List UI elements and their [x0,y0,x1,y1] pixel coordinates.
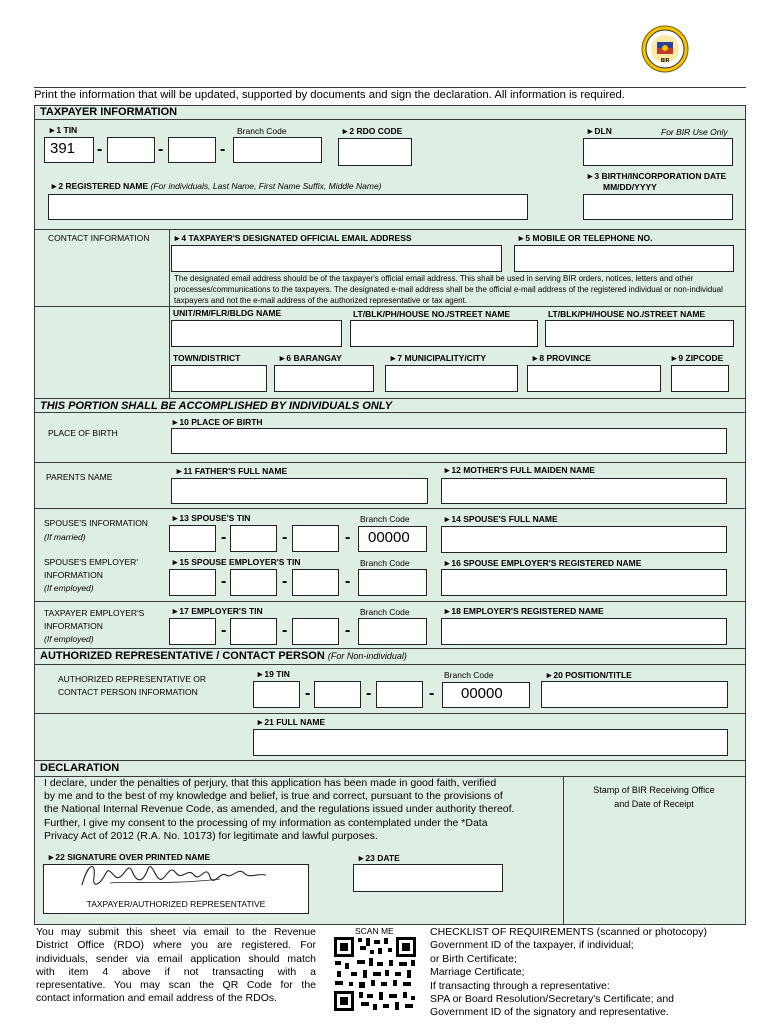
signature-caption: TAXPAYER/AUTHORIZED REPRESENTATIVE [86,899,266,909]
spouse-employer-tin-1-field[interactable] [169,569,216,596]
dash: - [345,622,351,639]
street-field-2[interactable] [545,320,734,347]
street-label-1: LT/BLK/PH/HOUSE NO./STREET NAME [353,309,511,319]
email-note: The designated email address should be of the taxpayer's official email address. This shall be used in serving BIR orders, notices, letters and other processes/communications to the taxpayers. The designated e-mail address shall be the official e-mail address of the registered individual or non-individual taxpayers and not the e-mail address of the authorized representative or tax agent. [174,274,723,305]
spouse-employer-name-label: ►16 SPOUSE EMPLOYER'S REGISTERED NAME [443,558,642,568]
spouse-employer-tin-2-field[interactable] [230,569,277,596]
place-of-birth-field[interactable] [171,428,727,454]
municipality-label: ►7 MUNICIPALITY/CITY [389,353,487,363]
employer-branch-label: Branch Code [360,607,410,617]
submit-line: individuals, sender via email application should match [36,952,316,965]
full-name-label: ►21 FULL NAME [256,717,326,727]
checklist-item: Marriage Certificate; [430,966,525,979]
section-declaration: DECLARATION [40,762,120,774]
svg-text:BIR: BIR [660,58,670,64]
spouse-tin-2-field[interactable] [230,525,277,552]
zipcode-field[interactable] [671,365,729,392]
spouse-employer-side-label: SPOUSE'S EMPLOYER' [44,557,138,567]
dash: - [97,141,103,158]
parents-name-side-label: PARENTS NAME [46,472,113,482]
authorized-side-label: AUTHORIZED REPRESENTATIVE OR [58,674,206,684]
phone-label: ►5 MOBILE OR TELEPHONE NO. [517,233,653,243]
authorized-tin-2-field[interactable] [314,681,361,708]
contact-information-label: CONTACT INFORMATION [48,233,150,243]
employer-note: (If employed) [44,634,94,644]
place-of-birth-side-label: PLACE OF BIRTH [48,428,118,438]
submit-line: contact information and email address of the RDOs. [36,992,278,1005]
town-label: TOWN/DISTRICT [173,353,241,363]
employer-side-label: TAXPAYER EMPLOYER'S [44,608,145,618]
barangay-label: ►6 BARANGAY [278,353,342,363]
phone-field[interactable] [514,245,734,272]
dash: - [221,529,227,546]
registered-name-label: ►2 REGISTERED NAME (For individuals, Last Name, First Name Suffix, Middle Name) [50,181,382,191]
mother-name-field[interactable] [441,478,727,504]
submit-line: You may submit this sheet via email to the Revenue [36,926,316,938]
employer-tin-2-field[interactable] [230,618,277,645]
province-field[interactable] [527,365,661,392]
position-field[interactable] [541,681,728,708]
section-authorized-representative: AUTHORIZED REPRESENTATIVE / CONTACT PERSON (For Non-individual) [40,650,407,662]
submit-line: District Office (RDO) where you are registered. For [36,939,316,952]
dash: - [429,685,435,702]
tin-part-1-field[interactable]: 391 [44,137,94,163]
spouse-employer-name-field[interactable] [441,569,727,596]
dash: - [158,141,164,158]
spouse-employer-branch-label: Branch Code [360,558,410,568]
tin-part-3-field[interactable] [168,137,216,163]
birth-date-label: ►3 BIRTH/INCORPORATION DATE [586,171,727,181]
employer-tin-1-field[interactable] [169,618,216,645]
stamp-label-line-1: Stamp of BIR Receiving Office [593,785,715,795]
tin-part-2-field[interactable] [107,137,155,163]
instruction-text: Print the information that will be updated, supported by documents and sign the declaration. All information is required. [34,89,625,101]
stamp-label [566,783,742,811]
spouse-tin-3-field[interactable] [292,525,339,552]
email-field[interactable] [171,245,502,272]
dln-field[interactable] [583,138,733,166]
checklist-item: SPA or Board Resolution/Secretary's Certificate; and [430,993,675,1006]
spouse-info-note: (If married) [44,532,86,542]
scan-me-label: SCAN ME [355,926,394,936]
checklist-item: Government ID of the taxpayer, if individual; [430,939,634,952]
branch-code-label: Branch Code [237,126,287,136]
employer-tin-label: ►17 EMPLOYER'S TIN [171,606,263,616]
declaration-line: the National Internal Revenue Code, as amended, and the regulations issued under authority thereof. [44,803,515,815]
dash: - [221,573,227,590]
authorized-branch-label: Branch Code [444,670,494,680]
authorized-tin-label: ►19 TIN [256,669,290,679]
father-name-label: ►11 FATHER'S FULL NAME [175,466,288,476]
mother-name-label: ►12 MOTHER'S FULL MAIDEN NAME [443,465,595,475]
spouse-tin-1-field[interactable] [169,525,216,552]
date-label: ►23 DATE [357,853,400,863]
town-field[interactable] [171,365,267,392]
employer-tin-3-field[interactable] [292,618,339,645]
spouse-employer-branch-field[interactable] [358,569,427,596]
position-label: ►20 POSITION/TITLE [545,670,632,680]
spouse-employer-tin-3-field[interactable] [292,569,339,596]
checklist [430,926,707,1020]
dash: - [345,529,351,546]
spouse-branch-field[interactable]: 00000 [358,526,427,552]
bir-use-only-note: For BIR Use Only [661,127,728,137]
dash: - [282,573,288,590]
rdo-qr-code[interactable] [333,936,417,1012]
place-of-birth-label: ►10 PLACE OF BIRTH [171,417,263,427]
spouse-employer-side-label-2: INFORMATION [44,570,103,580]
checklist-title: CHECKLIST OF REQUIREMENTS (scanned or photocopy) [430,926,707,938]
section-individuals-only: THIS PORTION SHALL BE ACCOMPLISHED BY INDIVIDUALS ONLY [40,400,393,412]
spouse-name-label: ►14 SPOUSE'S FULL NAME [443,514,558,524]
signature-label: ►22 SIGNATURE OVER PRINTED NAME [47,852,211,862]
top-rule [34,87,746,88]
stamp-label-line-2: and Date of Receipt [614,799,694,809]
dash: - [305,685,311,702]
spouse-employer-note: (If employed) [44,583,94,593]
dash: - [366,685,372,702]
full-name-field[interactable] [253,729,728,756]
spouse-tin-label: ►13 SPOUSE'S TIN [171,513,251,523]
checklist-item: If transacting through a representative: [430,979,610,992]
authorized-tin-3-field[interactable] [376,681,423,708]
submit-line: representative. You may scan the QR Code for the [36,979,316,992]
rdo-code-field[interactable] [338,138,412,166]
spouse-branch-label: Branch Code [360,514,410,524]
employer-name-label: ►18 EMPLOYER'S REGISTERED NAME [443,606,604,616]
employer-side-label-2: INFORMATION [44,621,103,631]
father-name-field[interactable] [171,478,428,504]
dash: - [220,141,226,158]
province-label: ►8 PROVINCE [531,353,591,363]
declaration-line: Privacy Act of 2012 (R.A. No. 10173) for legitimate and lawful purposes. [44,830,378,842]
spouse-name-field[interactable] [441,526,727,553]
unit-field[interactable] [171,320,342,347]
street-field-1[interactable] [350,320,538,347]
email-label: ►4 TAXPAYER'S DESIGNATED OFFICIAL EMAIL ADDRESS [173,233,412,243]
dash: - [282,622,288,639]
dash: - [345,573,351,590]
birth-date-field[interactable] [583,194,733,220]
street-label-2: LT/BLK/PH/HOUSE NO./STREET NAME [548,309,706,319]
declaration-line: by me and to the best of my knowledge and belief, is true and correct, pursuant to the provisions of [44,790,503,802]
dash: - [221,622,227,639]
unit-label: UNIT/RM/FLR/BLDG NAME [173,308,282,318]
spouse-employer-tin-label: ►15 SPOUSE EMPLOYER'S TIN [171,557,301,567]
zipcode-label: ►9 ZIPCODE [670,353,724,363]
spouse-info-side-label: SPOUSE'S INFORMATION [44,518,148,528]
employer-branch-field[interactable] [358,618,427,645]
dash: - [282,529,288,546]
authorized-tin-1-field[interactable] [253,681,300,708]
signature-scribble [70,855,280,895]
registered-name-field[interactable] [48,194,528,220]
checklist-item: Government ID of the signatory and representative. [430,1006,669,1019]
rdo-code-label: ►2 RDO CODE [341,126,403,136]
checklist-item: or Birth Certificate; [430,952,517,965]
authorized-branch-field[interactable]: 00000 [442,682,530,708]
branch-code-field[interactable] [233,137,322,163]
bir-seal-logo [640,24,690,74]
dln-label: ►DLN [586,126,612,136]
submit-instructions [36,926,316,1006]
tin-label: ►1 TIN [48,125,78,135]
birth-date-format: MM/DD/YYYY [603,182,657,192]
declaration-line: Further, I give my consent to the processing of my information as contemplated under the *Data [44,817,488,829]
declaration-line: I declare, under the penalties of perjury, that this application has been made in good faith, verified [44,777,497,789]
municipality-field[interactable] [385,365,518,392]
authorized-side-label-2: CONTACT PERSON INFORMATION [58,687,198,697]
employer-name-field[interactable] [441,618,727,645]
date-field[interactable] [353,864,503,892]
submit-line: with item 4 above if not transacting with a [36,965,316,978]
section-taxpayer-information: TAXPAYER INFORMATION [40,106,178,118]
barangay-field[interactable] [274,365,374,392]
